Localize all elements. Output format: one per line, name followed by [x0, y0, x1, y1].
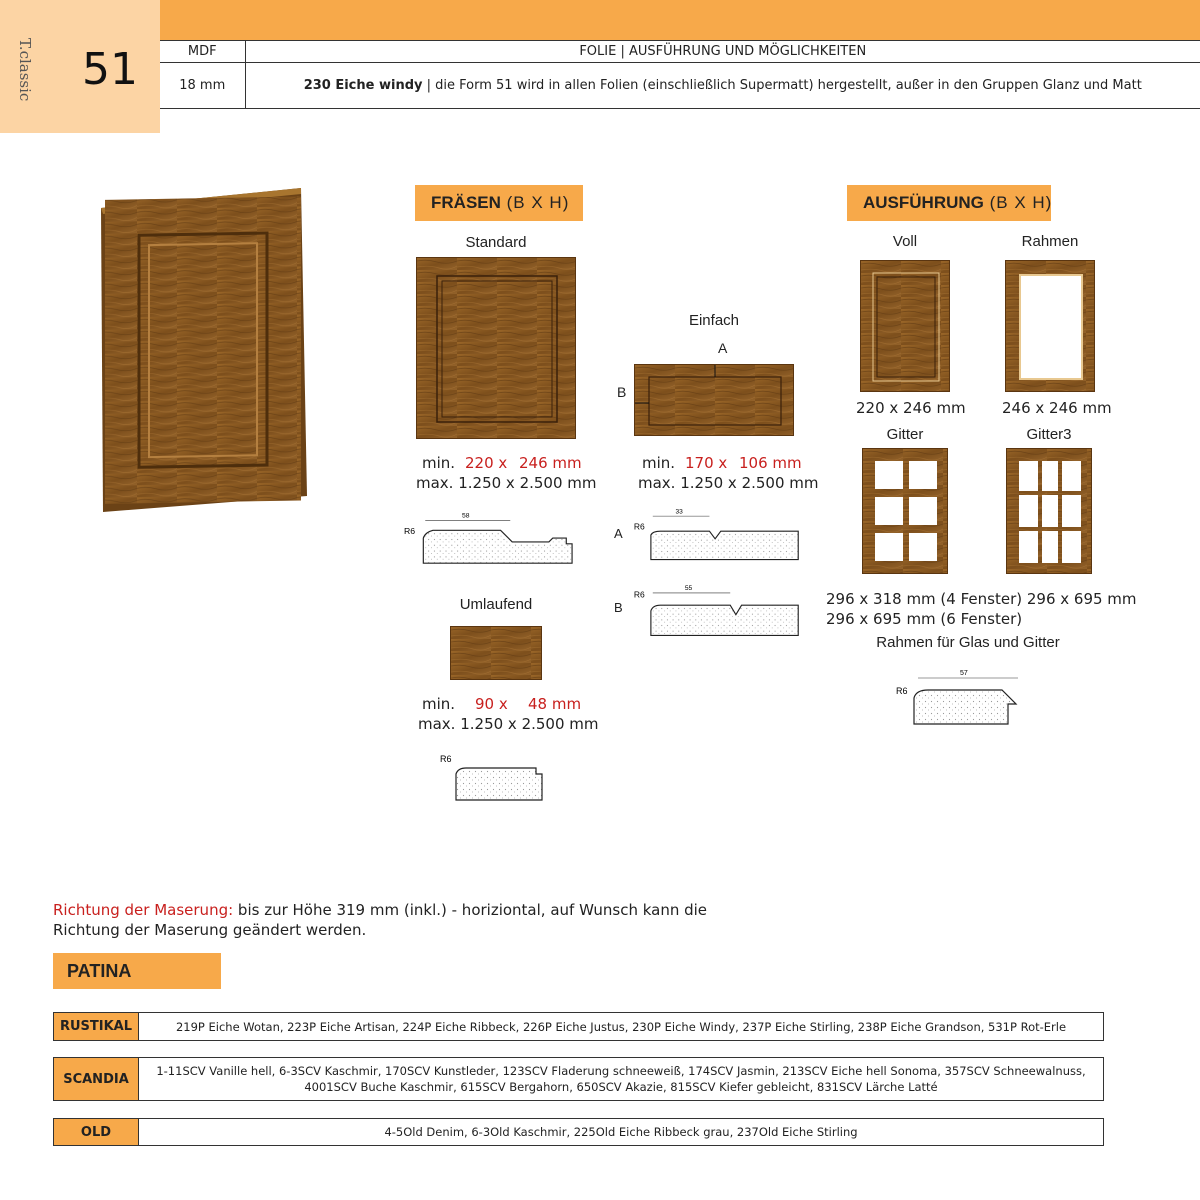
einfach-min-w: 170 x	[685, 454, 728, 472]
ausfuehrung-tag: AUSFÜHRUNG (B X H)	[847, 185, 1051, 221]
standard-sample	[416, 257, 576, 439]
rahmen-label: Rahmen	[1021, 233, 1079, 250]
umlaufend-sample	[450, 626, 542, 680]
header-bar	[160, 0, 1200, 40]
rahmen-size: 246 x 246 mm	[1002, 399, 1112, 417]
standard-profile	[404, 504, 574, 574]
svg-text:R6: R6	[633, 521, 645, 532]
door-front-image	[97, 186, 309, 514]
standard-max: max. 1.250 x 2.500 mm	[416, 474, 597, 492]
patina-row-label: SCANDIA	[54, 1058, 139, 1100]
profile-b	[632, 574, 802, 644]
mdf-header: MDF	[160, 41, 245, 63]
note-highlight: Richtung der Maserung:	[53, 901, 234, 919]
patina-row-label: RUSTIKAL	[54, 1013, 139, 1040]
umlaufend-min-w: 90 x	[475, 695, 508, 713]
umlaufend-max: max. 1.250 x 2.500 mm	[418, 715, 599, 733]
standard-label: Standard	[465, 234, 527, 251]
fraesen-tag: FRÄSEN (B X H)	[415, 185, 583, 221]
glas-label: Rahmen für Glas und Gitter	[876, 634, 1060, 651]
svg-text:55: 55	[684, 585, 693, 593]
profile-a-label: A	[614, 526, 623, 541]
rahmen-sample	[1005, 260, 1095, 392]
gitter-size-line1: 296 x 318 mm (4 Fenster) 296 x 695 mm	[826, 590, 1137, 608]
gitter-size-line2: 296 x 695 mm (6 Fenster)	[826, 610, 1023, 628]
umlaufend-min-h: 48 mm	[528, 695, 582, 713]
spec-table	[160, 40, 1200, 109]
einfach-sample	[634, 364, 794, 436]
umlaufend-profile	[438, 752, 548, 804]
patina-row-scandia	[53, 1057, 1104, 1101]
patina-row-rustikal	[53, 1012, 1104, 1041]
einfach-min-h: 106 mm	[739, 454, 802, 472]
note-text: bis zur Höhe 319 mm (inkl.) - horiziontal, auf Wunsch kann die Richtung der Maserung geändert werden.	[53, 901, 708, 939]
umlaufend-label: Umlaufend	[459, 596, 533, 613]
model-number: 51	[82, 44, 138, 95]
profile-b-label: B	[614, 600, 623, 615]
einfach-marker-a: A	[718, 340, 728, 356]
voll-label: Voll	[892, 233, 918, 250]
voll-sample	[860, 260, 950, 392]
einfach-min-label: min.	[642, 454, 676, 472]
folie-value: 230 Eiche windy | die Form 51 wird in allen Folien (einschließlich Supermatt) hergestellt, außer in den Gruppen Glanz und Matt	[245, 63, 1200, 109]
glas-profile	[894, 664, 1022, 730]
folie-header: FOLIE | AUSFÜHRUNG UND MÖGLICHKEITEN	[245, 41, 1200, 63]
svg-text:57: 57	[960, 670, 968, 677]
profile-a	[632, 500, 802, 570]
umlaufend-min-label: min.	[422, 695, 456, 713]
svg-text:R6: R6	[440, 754, 452, 764]
svg-text:33: 33	[675, 508, 683, 516]
gitter3-sample	[1006, 448, 1092, 574]
einfach-marker-b: B	[617, 384, 627, 400]
svg-text:R6: R6	[896, 686, 908, 696]
svg-text:R6: R6	[633, 589, 645, 600]
standard-min-h: 246 mm	[519, 454, 582, 472]
patina-row-old	[53, 1118, 1104, 1146]
gitter3-label: Gitter3	[1026, 426, 1072, 443]
patina-row-value: 4-5Old Denim, 6-3Old Kaschmir, 225Old Eiche Ribbeck grau, 237Old Eiche Stirling	[384, 1125, 858, 1139]
patina-tag: PATINA	[53, 953, 221, 989]
patina-row-value: 1-11SCV Vanille hell, 6-3SCV Kaschmir, 170SCV Kunstleder, 123SCV Fladerung schneeweiß, 174SCV Jasmin, 213SCV Eiche hell Sonoma, 357SCV Schneewalnuss, 4001SCV Buche Kaschmir, 615SCV Bergahorn, 650SCV Akazie, 815SCV Kiefer gebleicht, 831SCV Lärche Latté	[156, 1064, 1086, 1094]
standard-min-w: 220 x	[465, 454, 508, 472]
standard-min-label: min.	[422, 454, 456, 472]
patina-row-value: 219P Eiche Wotan, 223P Eiche Artisan, 224P Eiche Ribbeck, 226P Eiche Justus, 230P Eiche Windy, 237P Eiche Stirling, 238P Eiche Grandson, 531P Rot-Erle	[175, 1019, 1067, 1034]
patina-row-label: OLD	[54, 1119, 139, 1145]
gitter-sample	[862, 448, 948, 574]
voll-size: 220 x 246 mm	[856, 399, 966, 417]
grain-direction-note	[53, 900, 713, 940]
brand-logo: T.classic	[16, 38, 34, 102]
svg-text:R6: R6	[404, 526, 416, 537]
svg-text:58: 58	[461, 512, 470, 520]
einfach-label: Einfach	[688, 312, 740, 329]
mdf-value: 18 mm	[160, 63, 245, 109]
einfach-max: max. 1.250 x 2.500 mm	[638, 474, 819, 492]
gitter-label: Gitter	[886, 426, 924, 443]
